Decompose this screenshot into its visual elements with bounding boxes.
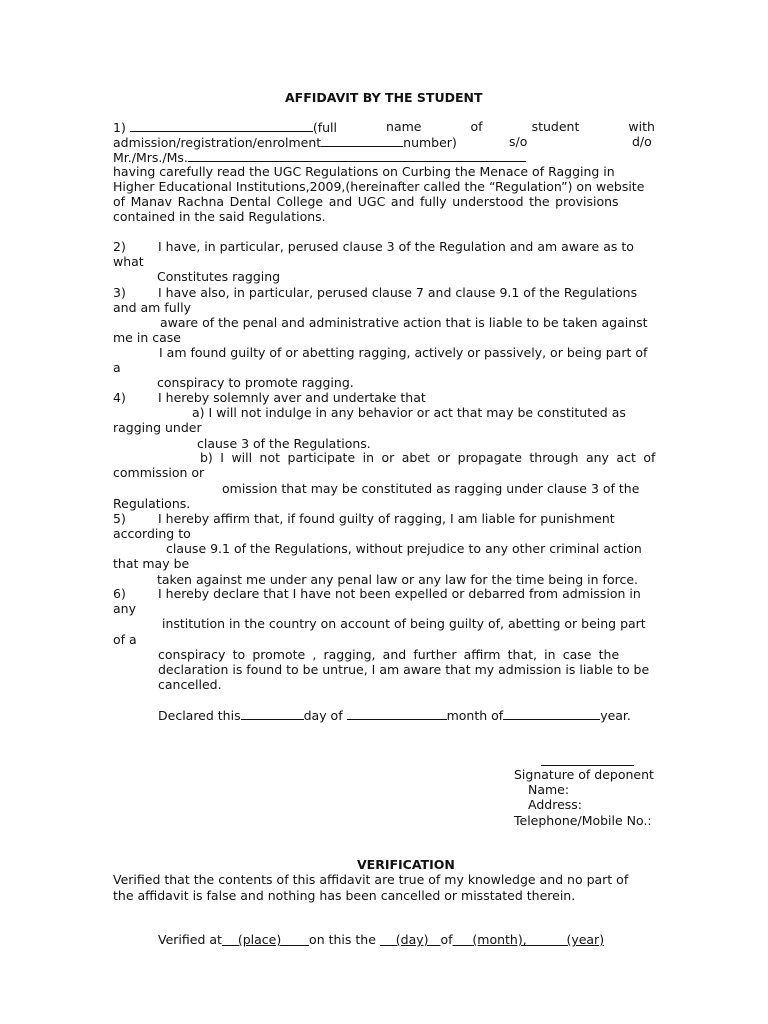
p2-line1: I have, in particular, perused clause 3 of the Regulation and am aware as to bbox=[158, 239, 634, 254]
p1-do: d/o bbox=[632, 134, 652, 149]
p6-line4: of a bbox=[113, 632, 137, 647]
parent-name-blank[interactable] bbox=[188, 149, 526, 162]
p5-number: 5) bbox=[113, 511, 126, 526]
p1-name-word: name bbox=[386, 119, 422, 134]
p6-line1: I hereby declare that I have not been expelled or debarred from admission in bbox=[158, 586, 641, 601]
p5-line5: taken against me under any penal law or any law for the time being in force. bbox=[157, 572, 638, 587]
p3-line2: and am fully bbox=[113, 300, 191, 315]
p6-line3: institution in the country on account of being guilty of, abetting or being part bbox=[162, 616, 646, 631]
p1-line3: Mr./Mrs./Ms. bbox=[113, 149, 526, 165]
verification-line1: Verified that the contents of this affidavit are true of my knowledge and no part of bbox=[113, 872, 629, 887]
deponent-name-label: Name: bbox=[528, 782, 570, 797]
p6-line5: conspiracy to promote , ragging, and further affirm that, in case the bbox=[158, 647, 620, 662]
p4-b-line1: b) I will not participate in or abet or propagate through any act of bbox=[200, 450, 656, 465]
p1-text-4: contained in the said Regulations. bbox=[113, 209, 326, 224]
p1-number: 1) bbox=[113, 120, 126, 135]
p4-b-line3: omission that may be constituted as ragging under clause 3 of the bbox=[222, 481, 640, 496]
declared-line: Declared this day of month of year. bbox=[158, 708, 631, 723]
p2-line2: what bbox=[113, 254, 144, 269]
declared-day-blank[interactable] bbox=[241, 707, 304, 720]
p6-line6: declaration is found to be untrue, I am aware that my admission is liable to be bbox=[158, 662, 650, 677]
verification-line2: the affidavit is false and nothing has been cancelled or misstated therein. bbox=[113, 888, 576, 903]
verified-place-blank[interactable]: (place) bbox=[237, 932, 282, 947]
p3-line6: a bbox=[113, 360, 121, 375]
verification-heading: VERIFICATION bbox=[357, 857, 455, 872]
p3-line7: conspiracy to promote ragging. bbox=[157, 375, 354, 390]
p5-line3: clause 9.1 of the Regulations, without prejudice to any other criminal action bbox=[166, 541, 642, 556]
verified-at-line: Verified at (place) on this the (day) of (month), (year) bbox=[158, 932, 605, 947]
p4-a-line3: clause 3 of the Regulations. bbox=[197, 436, 371, 451]
verified-month-blank[interactable]: (month), bbox=[472, 932, 527, 947]
student-name-blank[interactable] bbox=[130, 119, 313, 132]
p1-text-2: Higher Educational Institutions,2009,(hereinafter called the “Regulation”) on website bbox=[113, 179, 645, 194]
deponent-phone-label: Telephone/Mobile No.: bbox=[514, 813, 652, 828]
p6-line2: any bbox=[113, 601, 136, 616]
p4-a-line1: a) I will not indulge in any behavior or act that may be constituted as bbox=[192, 405, 626, 420]
declared-month-blank[interactable] bbox=[347, 707, 447, 720]
verified-day-blank[interactable]: (day) bbox=[395, 932, 429, 947]
p4-number: 4) bbox=[113, 390, 126, 405]
document-title: AFFIDAVIT BY THE STUDENT bbox=[285, 90, 483, 105]
p5-line4: that may be bbox=[113, 556, 190, 571]
p2-number: 2) bbox=[113, 239, 126, 254]
p3-line5: I am found guilty of or abetting ragging, actively or passively, or being part of bbox=[159, 345, 648, 360]
p1-so: s/o bbox=[509, 134, 528, 149]
p1-text-1: having carefully read the UGC Regulations on Curbing the Menace of Ragging in bbox=[113, 164, 615, 179]
p3-line4: me in case bbox=[113, 330, 181, 345]
p6-line7: cancelled. bbox=[158, 677, 222, 692]
signature-label: Signature of deponent bbox=[514, 767, 654, 782]
p1-full-word: (full bbox=[312, 120, 337, 135]
p3-number: 3) bbox=[113, 285, 126, 300]
p5-line2: according to bbox=[113, 526, 191, 541]
signature-line[interactable] bbox=[541, 765, 634, 766]
p6-number: 6) bbox=[113, 586, 126, 601]
p4-b-line2: commission or bbox=[113, 465, 205, 480]
p1-of-word: of bbox=[470, 119, 483, 134]
p5-line1: I hereby affirm that, if found guilty of ragging, I am liable for punishment bbox=[158, 511, 615, 526]
p4-line1: I hereby solemnly aver and undertake that bbox=[158, 390, 426, 405]
p1-with-word: with bbox=[628, 119, 655, 134]
enrolment-number-blank[interactable] bbox=[321, 134, 403, 147]
p1-line2: admission/registration/enrolment number) s/o d/o bbox=[113, 134, 652, 150]
deponent-address-label: Address: bbox=[528, 797, 582, 812]
p3-line1: I have also, in particular, perused clause 7 and clause 9.1 of the Regulations bbox=[158, 285, 638, 300]
p1-text-3: of Manav Rachna Dental College and UGC and fully understood the provisions bbox=[113, 194, 619, 209]
p1-student-word: student bbox=[531, 119, 580, 134]
verified-year-blank[interactable]: (year) bbox=[566, 932, 605, 947]
p4-a-line2: ragging under bbox=[113, 420, 202, 435]
p2-line3: Constitutes ragging bbox=[157, 269, 281, 284]
p1-line1 bbox=[113, 119, 655, 135]
p4-b-line4: Regulations. bbox=[113, 496, 191, 511]
declared-year-blank[interactable] bbox=[503, 707, 600, 720]
p3-line3: aware of the penal and administrative action that is liable to be taken against bbox=[160, 315, 648, 330]
